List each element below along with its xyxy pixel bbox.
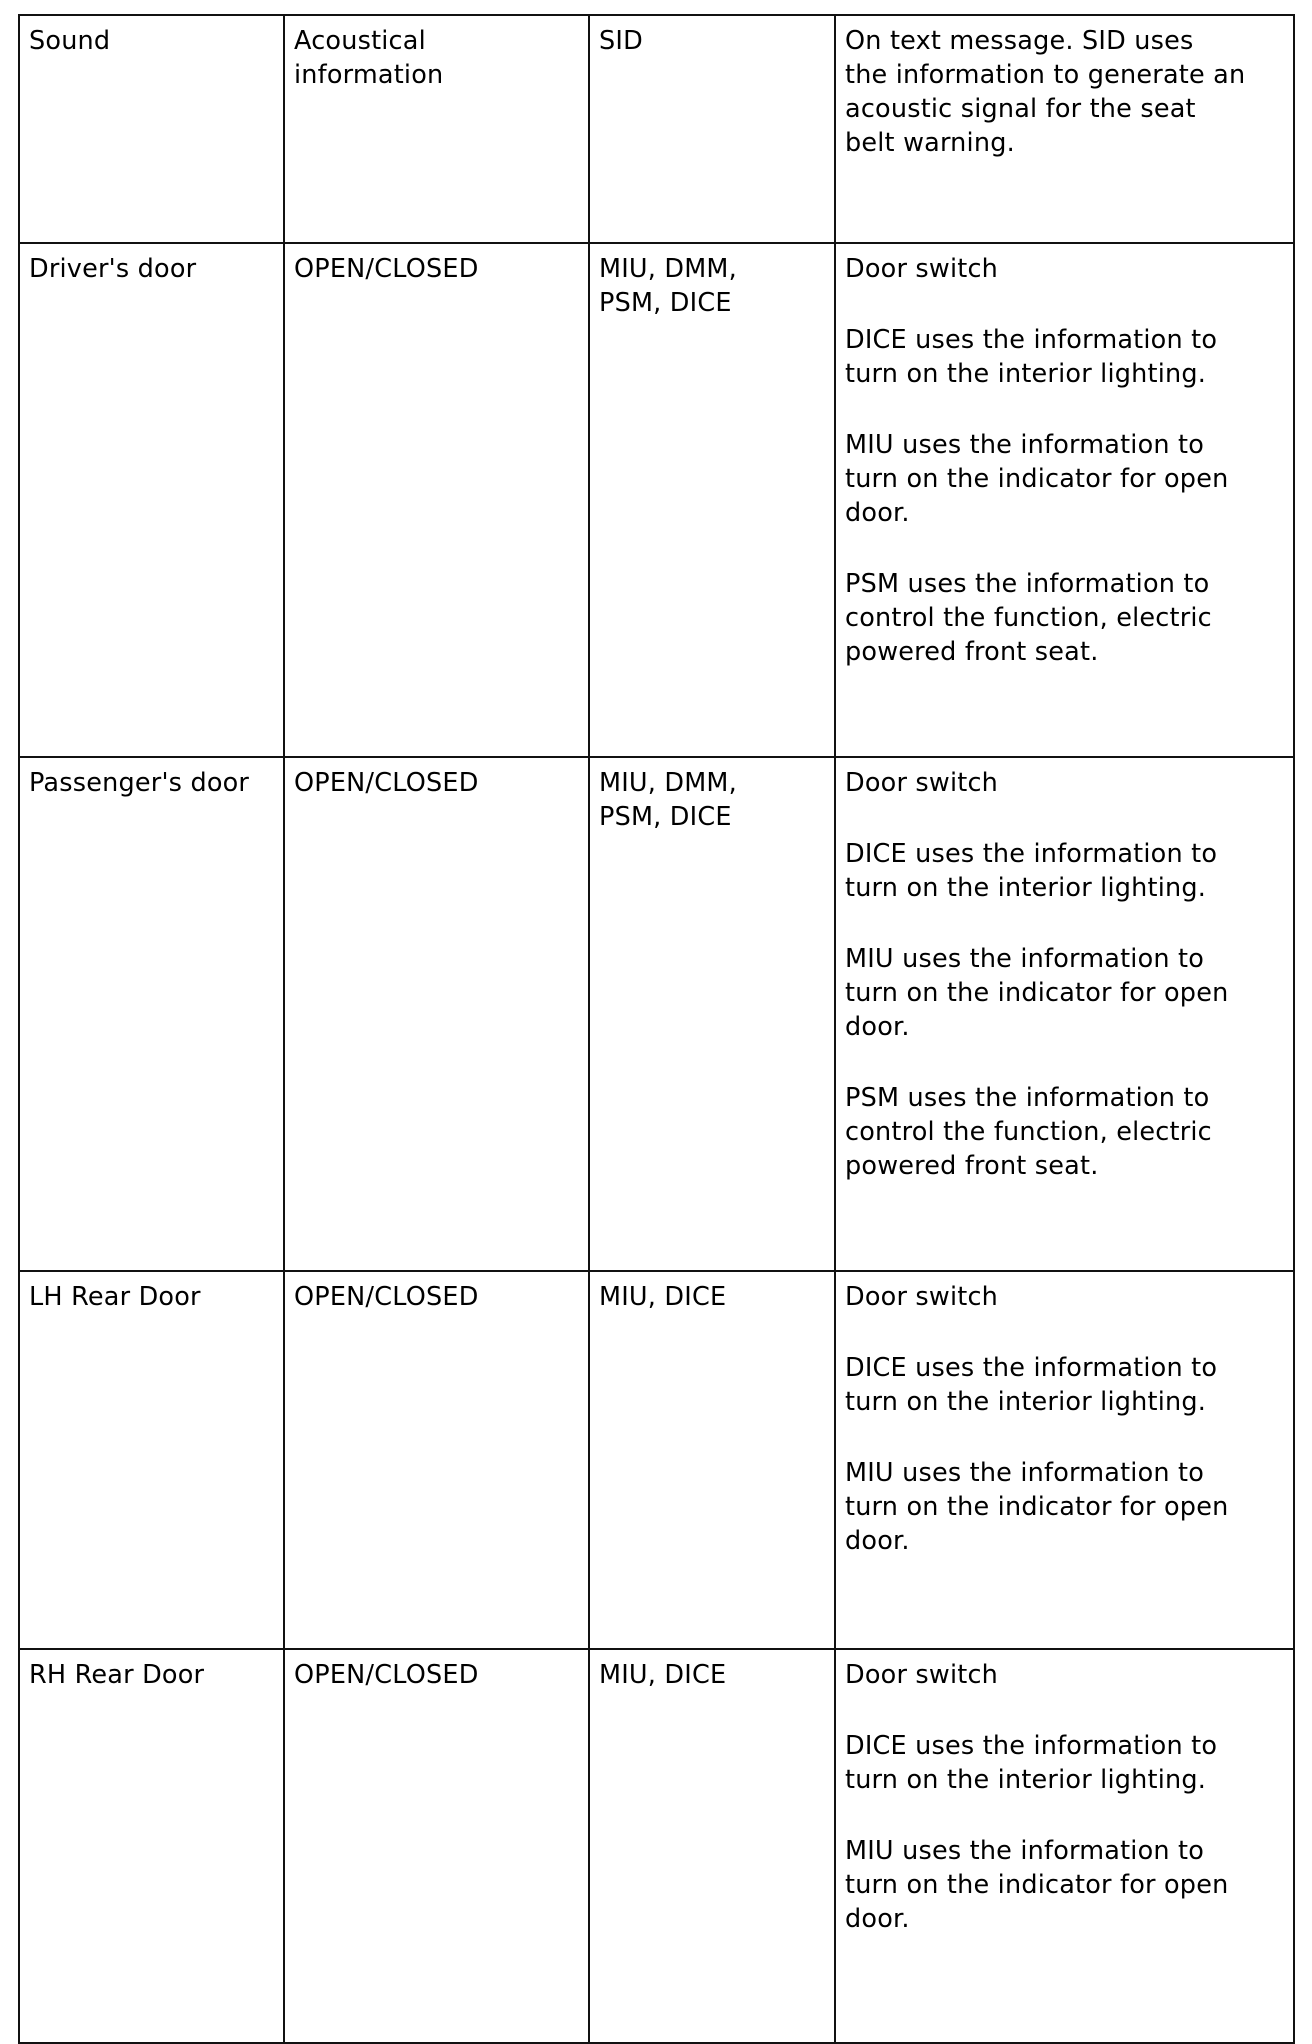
value-cell bbox=[284, 757, 589, 1271]
receivers-cell bbox=[589, 1271, 835, 1649]
signal-table-body bbox=[19, 15, 1294, 2043]
signal-receivers: MIU, DICE bbox=[599, 1660, 727, 1690]
description-cell bbox=[835, 1649, 1294, 2043]
signal-value: OPEN/CLOSED bbox=[294, 1282, 479, 1312]
signal-value: OPEN/CLOSED bbox=[294, 254, 479, 284]
table-row bbox=[19, 1271, 1294, 1649]
signal-table bbox=[18, 14, 1295, 2044]
description-paragraph: MIU uses the information to turn on the indicator for open door. bbox=[845, 944, 1229, 1042]
description-paragraph: Door switch bbox=[845, 1282, 999, 1312]
receivers-cell bbox=[589, 243, 835, 757]
receivers-cell bbox=[589, 15, 835, 243]
description-cell bbox=[835, 243, 1294, 757]
value-cell bbox=[284, 1649, 589, 2043]
signal-value: OPEN/CLOSED bbox=[294, 1660, 479, 1690]
description-paragraph: DICE uses the information to turn on the interior lighting. bbox=[845, 839, 1218, 903]
signal-value: Acoustical information bbox=[294, 26, 444, 90]
description-cell bbox=[835, 757, 1294, 1271]
description-paragraph: PSM uses the information to control the function, electric powered front seat. bbox=[845, 569, 1212, 667]
signal-name: LH Rear Door bbox=[29, 1282, 201, 1312]
description-paragraph: Door switch bbox=[845, 1660, 999, 1690]
value-cell bbox=[284, 243, 589, 757]
signal-receivers: MIU, DMM, PSM, DICE bbox=[599, 768, 737, 832]
description-paragraph: PSM uses the information to control the function, electric powered front seat. bbox=[845, 1083, 1212, 1181]
description-paragraph: DICE uses the information to turn on the interior lighting. bbox=[845, 1353, 1218, 1417]
table-row bbox=[19, 15, 1294, 243]
description-paragraph: MIU uses the information to turn on the indicator for open door. bbox=[845, 1836, 1229, 1934]
description-paragraph: MIU uses the information to turn on the indicator for open door. bbox=[845, 430, 1229, 528]
signal-cell bbox=[19, 757, 284, 1271]
description-paragraph: Door switch bbox=[845, 254, 999, 284]
signal-name: Passenger's door bbox=[29, 768, 250, 798]
signal-receivers: MIU, DMM, PSM, DICE bbox=[599, 254, 737, 318]
value-cell bbox=[284, 1271, 589, 1649]
signal-receivers: SID bbox=[599, 26, 643, 56]
signal-name: RH Rear Door bbox=[29, 1660, 205, 1690]
signal-cell bbox=[19, 15, 284, 243]
description-paragraph: DICE uses the information to turn on the interior lighting. bbox=[845, 1731, 1218, 1795]
receivers-cell bbox=[589, 757, 835, 1271]
value-cell bbox=[284, 15, 589, 243]
table-row bbox=[19, 1649, 1294, 2043]
description-paragraph: MIU uses the information to turn on the indicator for open door. bbox=[845, 1458, 1229, 1556]
signal-name: Sound bbox=[29, 26, 111, 56]
signal-value: OPEN/CLOSED bbox=[294, 768, 479, 798]
description-cell bbox=[835, 1271, 1294, 1649]
description-cell bbox=[835, 15, 1294, 243]
description-paragraph: DICE uses the information to turn on the interior lighting. bbox=[845, 325, 1218, 389]
signal-cell bbox=[19, 243, 284, 757]
description-paragraph: On text message. SID uses the information to generate an acoustic signal for the seat belt warning. bbox=[845, 26, 1246, 158]
table-row bbox=[19, 243, 1294, 757]
signal-cell bbox=[19, 1649, 284, 2043]
signal-cell bbox=[19, 1271, 284, 1649]
table-row bbox=[19, 757, 1294, 1271]
receivers-cell bbox=[589, 1649, 835, 2043]
signal-name: Driver's door bbox=[29, 254, 197, 284]
description-paragraph: Door switch bbox=[845, 768, 999, 798]
signal-receivers: MIU, DICE bbox=[599, 1282, 727, 1312]
